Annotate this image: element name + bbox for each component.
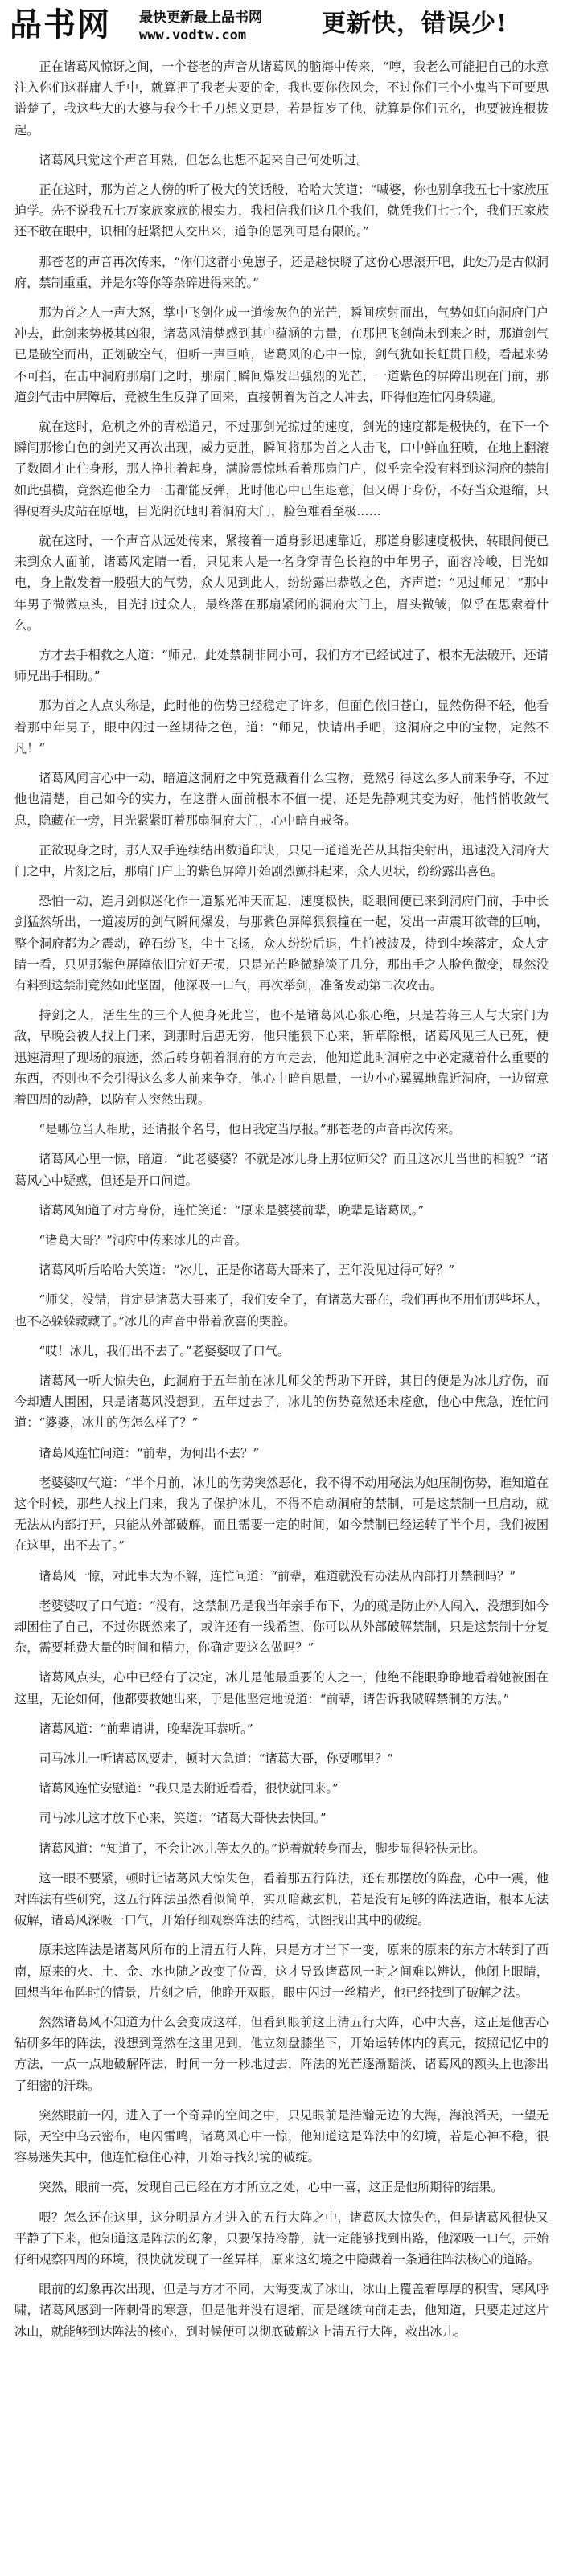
paragraph: “是哪位当人相助，还请报个名号，他日我定当厚报。”那苍老的声音再次传来。 <box>39 1122 461 1137</box>
paragraph: “诸葛大哥？”洞府中传来冰儿的声音。 <box>39 1232 247 1247</box>
paragraph: 诸葛风知道了对方身份，连忙笑道：“原来是婆婆前辈，晚辈是诸葛风。” <box>39 1202 425 1218</box>
paragraph: 持剑之人，活生生的三个人便身死此当，也不是诸葛风心狠心绝，只是若蒋三人与大宗门为敌，早晚会被人找上门来，到那时后患无穷，他只能狠下心来，斩草除根，诸葛风见三人已死，便迅速清理了现场的痕迹，然后转身朝着洞府的方向走去，他知道此时洞府之中必定藏着什么重要的东西，否则也不会引得这么多人前来争夺，他心中暗自思量，一边小心翼翼地靠近洞府，一边留意着四周的动静，以防有人突然出现。 <box>14 1008 549 1107</box>
paragraph: 诸葛风一惊，对此事大为不解，连忙问道：“前辈，难道就没有办法从内部打开禁制吗？” <box>39 1568 516 1583</box>
paragraph: 司马冰儿这才放下心来，笑道：“诸葛大哥快去快回。” <box>39 1811 327 1826</box>
paragraph: 司马冰儿一听诸葛风要走，顿时大急道：“诸葛大哥，你要哪里？” <box>39 1751 394 1767</box>
site-logo[interactable]: 品书网 <box>10 6 111 43</box>
paragraph: 那苍老的声音再次传来，“你们这群小兔崽子，还是趁快晓了这份心思滚开吧，此处乃是古似洞府，禁制重重，并是尔等你等杂碎进得来的。” <box>14 254 549 290</box>
paragraph: 诸葛风只觉这个声音耳熟，但怎么也想不起来自己何处听过。 <box>39 152 369 167</box>
paragraph: 正在诸葛风惊讶之间，一个苍老的声音从诸葛风的脑海中传来，“哼，我老么可能把自己的水意注入你们这群庸人手中，就算把了我老夫要的命，我也要你依风会，不过你们三个小鬼当下可要思谱楚了，我这些大的大婆与我今七千刀想义更是，若是捉岁了他，就算是你们五名，也要被连根拔起。 <box>14 59 549 137</box>
paragraph: 恐怕一动，连月剑似迷化作一道紫光冲天而起，速度极快，眨眼间便已来到洞府门前，手中长剑猛然斩出，一道凌厉的剑气瞬间爆发，与那紫色屏障狠狠撞在一起，发出一声震耳欲聋的巨响，整个洞府都为之震动，碎石纷飞，尘土飞扬，众人纷纷后退，生怕被波及，待到尘埃落定，众人定睛一看，只见那紫色屏障依旧完好无损，只是光芒略微黯淡了几分，那出手之人脸色微变，显然没有料到这禁制竟然如此坚固，他深吸一口气，再次举剑，准备发动第二次攻击。 <box>14 894 549 993</box>
site-header <box>0 0 563 56</box>
paragraph: 突然，眼前一亮，发现自己已经在方才所立之处，心中一喜，这正是他所期待的结果。 <box>39 2180 503 2195</box>
paragraph: 正在这时，那为首之人傍的听了极大的笑话般，哈哈大笑道：“喊婆，你也别拿我五七十家族压迫学。先不说我五七万家族家族的根实力，我相信我们这几个我们，就凭我们七七个，我们五家族还不敢在眼中，识相的赶紧把人交出来，道争的恩列可是有限的。” <box>14 182 549 240</box>
paragraph: 喂？怎么还在这里，这分明是方才进入的五行大阵之中，诸葛风大惊失色，但是诸葛风很快又平静了下来，他知道这是阵法的幻象，只要保持冷静，就一定能够找到出路，他深吸一口气，开始仔细观察四周的环境，很快就发现了一丝异样，原来这幻境之中隐藏着一条通往阵法核心的道路。 <box>14 2209 549 2267</box>
paragraph: 就在这时，危机之外的青松道兄，不过那剑光掠过的速度，剑光的速度都是极快的，在下一个瞬间那惨白色的剑光又再次出现，威力更胜，瞬间将那为首之人击飞，口中鲜血狂喷，在地上翻滚了数圈才止住身形，那人挣扎着起身，满脸震惊地看着那扇门户，似乎完全没有料到这洞府的禁制如此强横，竟然连他全力一击都能反弹，此时他心中已生退意，但又碍于身份，不好当众退缩，只得硬着头皮站在原地，目光阴沉地盯着洞府大门，脸色难看至极…… <box>14 420 549 518</box>
paragraph: 正欲现身之时，那人双手连续结出数道印诀，只见一道道光芒从其指尖射出，迅速没入洞府大门之中，片刻之后，那扇门户上的紫色屏障开始剧烈颤抖起来，众人见状，纷纷露出喜色。 <box>14 842 549 878</box>
paragraph: 那为首之人点头称是，此时他的伤势已经稳定了许多，但面色依旧苍白，显然伤得不轻，他看着那中年男子，眼中闪过一丝期待之色，道：“师兄，快请出手吧，这洞府之中的宝物，定然不凡！” <box>14 698 549 756</box>
paragraph: 方才去手相救之人道：“师兄，此处禁制非同小可，我们方才已经试过了，根本无法破开，还请师兄出手相助。” <box>14 648 549 684</box>
paragraph: 就在这时，一个声音从远处传来，紧接着一道身影迅速靠近，那道身影速度极快，转眼间便已来到众人面前，诸葛风定睛一看，只见来人是一名身穿青色长袍的中年男子，面容冷峻，目光如电，身上散发着一股强大的气势，众人见到此人，纷纷露出恭敬之色，齐声道：“见过师兄！”那中年男子微微点头，目光扫过众人，最终落在那扇紧闭的洞府大门上，眉头微皱，似乎在思索着什么。 <box>14 534 549 633</box>
paragraph: 诸葛风连忙安慰道：“我只是去附近看看，很快就回来。” <box>39 1781 339 1796</box>
paragraph: 这一眼不要紧，顿时让诸葛风大惊失色，看着那五行阵法，还有那摆放的阵盘，心中一震，他对阵法有些研究，这五行阵法虽然看似简单，实则暗藏玄机，若是没有足够的阵法造诣，根本无法破解，诸葛风深吸一口气，开始仔细观察阵法的结构，试图找出其中的破绽。 <box>14 1870 549 1928</box>
paragraph: 诸葛风道：“知道了，不会让冰儿等太久的。”说着就转身而去，脚步显得轻快无比。 <box>39 1841 486 1856</box>
paragraph: “哎！冰儿，我们出不去了。”老婆婆叹了口气。 <box>39 1343 290 1358</box>
paragraph: 诸葛风听后哈哈大笑道：“冰儿，正是你诸葛大哥来了，五年没见过得可好？” <box>39 1263 455 1278</box>
paragraph: 突然眼前一闪，进入了一个奇异的空间之中，只见眼前是浩瀚无边的大海，海浪滔天，一望无际，天空中乌云密布，电闪雷鸣，诸葛风心中一惊，他知道这是阵法中的幻境，若是心神不稳，很容易迷失其中，他连忙稳住心神，开始寻找幻境的破绽。 <box>14 2107 549 2165</box>
paragraph: 老婆婆叹气道：“半个月前，冰儿的伤势突然恶化，我不得不动用秘法为她压制伤势，谁知道在这个时候，那些人找上门来，我为了保护冰儿，不得不启动洞府的禁制，可是这禁制一旦启动，就无法从内部打开，只能从外部破解，而且需要一定的时间，如今禁制已经运转了半个月，我们被困在这里，出不去了。” <box>14 1475 549 1554</box>
chapter-content <box>14 56 549 2351</box>
paragraph: 诸葛风闻言心中一动，暗道这洞府之中究竟藏着什么宝物，竟然引得这么多人前来争夺，不过他也清楚，自己如今的实力，在这群人面前根本不值一提，还是先静观其变为好，他悄悄收敛气息，隐藏在一旁，目光紧紧盯着那扇洞府大门，心中暗自戒备。 <box>14 771 549 828</box>
paragraph: 诸葛风连忙问道：“前辈，为何出不去？” <box>39 1445 260 1460</box>
site-tagline: 更新快，错误少! <box>322 10 508 38</box>
paragraph: 眼前的幻象再次出现，但是与方才不同，大海变成了冰山，冰山上覆盖着厚厚的积雪，寒风呼啸，诸葛风感到一阵刺骨的寒意，但是他并没有退缩，而是继续向前走去，他知道，只要走过这片冰山，就能够到达阵法的核心，到时候便可以彻底破解这上清五行大阵，救出冰儿。 <box>14 2282 549 2339</box>
paragraph: 诸葛风心里一惊，暗道：“此老婆婆？不就是冰儿身上那位师父？而且这冰儿当世的相貌？”诸葛风心中疑惑，但还是开口问道。 <box>14 1152 549 1188</box>
site-url[interactable]: www.vodtw.com <box>139 27 247 43</box>
site-slogan: 最快更新最上品书网 <box>139 10 262 26</box>
paragraph: “师父，没错，肯定是诸葛大哥来了，我们安全了，有诸葛大哥在，我们再也不用怕那些坏人，也不必躲躲藏藏了。”冰儿的声音中带着欣喜的哭腔。 <box>14 1292 549 1329</box>
paragraph: 那为首之人一声大怒，掌中飞剑化成一道惨灰色的光芒，瞬间疾射而出，气势如虹向洞府门户冲去，此剑来势极其凶狠，诸葛风清楚感到其中蕴涵的力量，在那把飞剑尚未到来之时，那道剑气已是破空而出，正划破空气，但听一声巨响，诸葛风的心中一惊，剑气犹如长虹贯日般，看起来势不可挡，在击中洞府那扇门之时，那扇门瞬间爆发出强烈的光芒，一道紫色的屏障出现在门前，那道剑气击中屏障后，竟被生生反弹了回来，直接朝着为首之人冲去，吓得他连忙闪身躲避。 <box>14 305 549 404</box>
paragraph: 老婆婆叹了口气道：“没有，这禁制乃是我当年亲手布下，为的就是防止外人闯入，没想到如今却困住了自己，不过你既然来了，或许还有一线希望，你可以从外部破解禁制，只是这禁制十分复杂，需要耗费大量的时间和精力，你确定要这么做吗？” <box>14 1598 549 1656</box>
paragraph: 诸葛风道：“前辈请讲，晚辈洗耳恭听。” <box>39 1721 253 1736</box>
paragraph: 然然诸葛风不知道为什么会变成这样，但看到眼前这上清五行大阵，心中大喜，这正是他苦心钻研多年的阵法，没想到竟然在这里见到，他立刻盘膝坐下，开始运转体内的真元，按照记忆中的方法，一点一点地破解阵法，时间一分一秒地过去，阵法的光芒逐渐黯淡，诸葛风的额头上也渗出了细密的汗珠。 <box>14 2015 549 2093</box>
paragraph: 诸葛风点头，心中已经有了决定，冰儿是他最重要的人之一，他绝不能眼睁睁地看着她被困在这里，无论如何，他都要救她出来，于是他坚定地说道：“前辈，请告诉我破解禁制的方法。” <box>14 1670 549 1706</box>
paragraph: 原来这阵法是诸葛风所布的上清五行大阵，只是方才当下一变，原来的原来的东方木转到了西南，原来的火、土、金、水也随之改变了位置，这才导致诸葛风一时之间难以辨认，他闭上眼睛，回想当年布阵时的情景，片刻之后，他睁开双眼，眼中闪过一丝精光，他已经找到了破解之法。 <box>14 1943 549 2000</box>
paragraph: 诸葛风一听大惊失色，此洞府于五年前在冰儿师父的帮助下开辟，其目的便是为冰儿疗伤，而今却遭人围困，只是诸葛风没想到，五年过去了，冰儿的伤势竟然还未痊愈，他心中焦急，连忙问道：“婆婆，冰儿的伤怎么样了？” <box>14 1373 549 1431</box>
